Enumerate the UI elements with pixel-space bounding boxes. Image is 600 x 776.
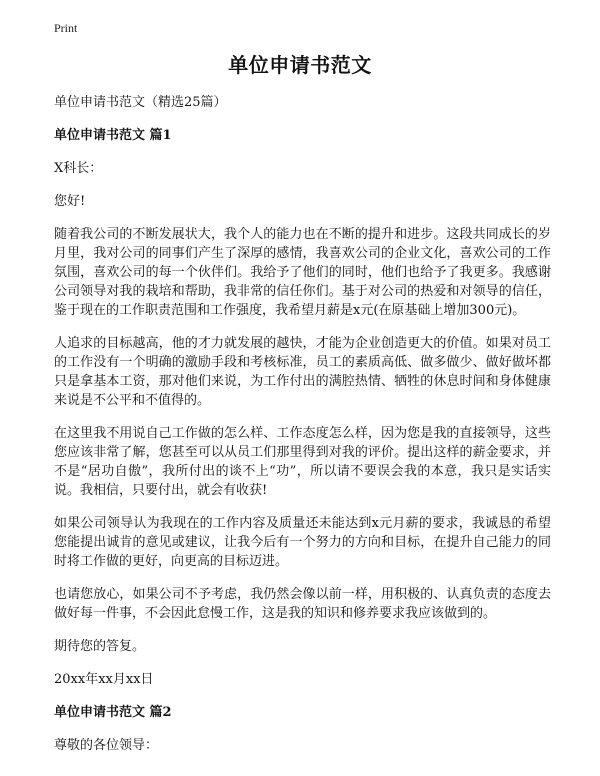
section-2-heading: 单位申请书范文 篇2 (54, 705, 172, 720)
body-paragraph-5: 也请您放心，如果公司不予考虑，我仍然会像以前一样，用积极的、认真负责的态度去做好每一件事，不会因此怠慢工作，这是我的知识和修养要求我应该做到的。 (54, 587, 551, 621)
document-body (54, 93, 551, 769)
body-paragraph-1: 随着我公司的不断发展状大，我个人的能力也在不断的提升和进步。这段共同成长的岁月里，我对公司的同事们产生了深厚的感情，我喜欢公司的企业文化，喜欢公司的工作氛围，喜欢公司的每一个伙伴们。我给予了他们的同时，他们也给予了我更多。我感谢公司领导对我的栽培和帮助，我非常的信任你们。基于对公司的热爱和对领导的信任，鉴于现在的工作职责范围和工作强度，我希望月薪是x元(在原基础上增加300元)。 (54, 227, 551, 318)
closing-line: 期待您的答复。 (54, 639, 146, 654)
section-1-heading: 单位申请书范文 篇1 (54, 128, 172, 143)
salutation: X科长： (54, 161, 103, 176)
letter-date: 20xx年xx月xx日 (54, 672, 154, 687)
print-label[interactable]: Print (54, 21, 78, 35)
body-paragraph-3: 在这里我不用说自己工作做的怎么样、工作态度怎么样，因为您是我的直接领导，这些您应该非常了解，您甚至可以从员工们那里得到对我的评价。提出这样的薪金要求，并不是“居功自傲”，我所付出的谈不上“功”，所以请不要误会我的本意，我只是实话实说。我相信，只要付出，就会有收获! (54, 426, 551, 498)
document-title: 单位申请书范文 (228, 53, 372, 77)
greeting: 您好! (54, 194, 86, 209)
body-paragraph-2: 人追求的目标越高，他的才力就发展的越快，才能为企业创造更大的价值。如果对员工的工作没有一个明确的激励手段和考核标准，员工的素质高低、做多做少、做好做坏都只是拿基本工资，那对他们来说，为工作付出的满腔热情、牺牲的休息时间和身体健康来说是不公平和不值得的。 (54, 336, 551, 408)
section-2-salutation: 尊敬的各位领导： (54, 738, 159, 753)
document-subtitle: 单位申请书范文（精选25篇） (54, 95, 227, 110)
body-paragraph-4: 如果公司领导认为我现在的工作内容及质量还未能达到x元月薪的要求，我诚恳的希望您能提出诚肯的意见或建议，让我今后有一个努力的方向和目标，在提升自己能力的同时将工作做的更好，向更高的目标迈进。 (54, 516, 551, 569)
